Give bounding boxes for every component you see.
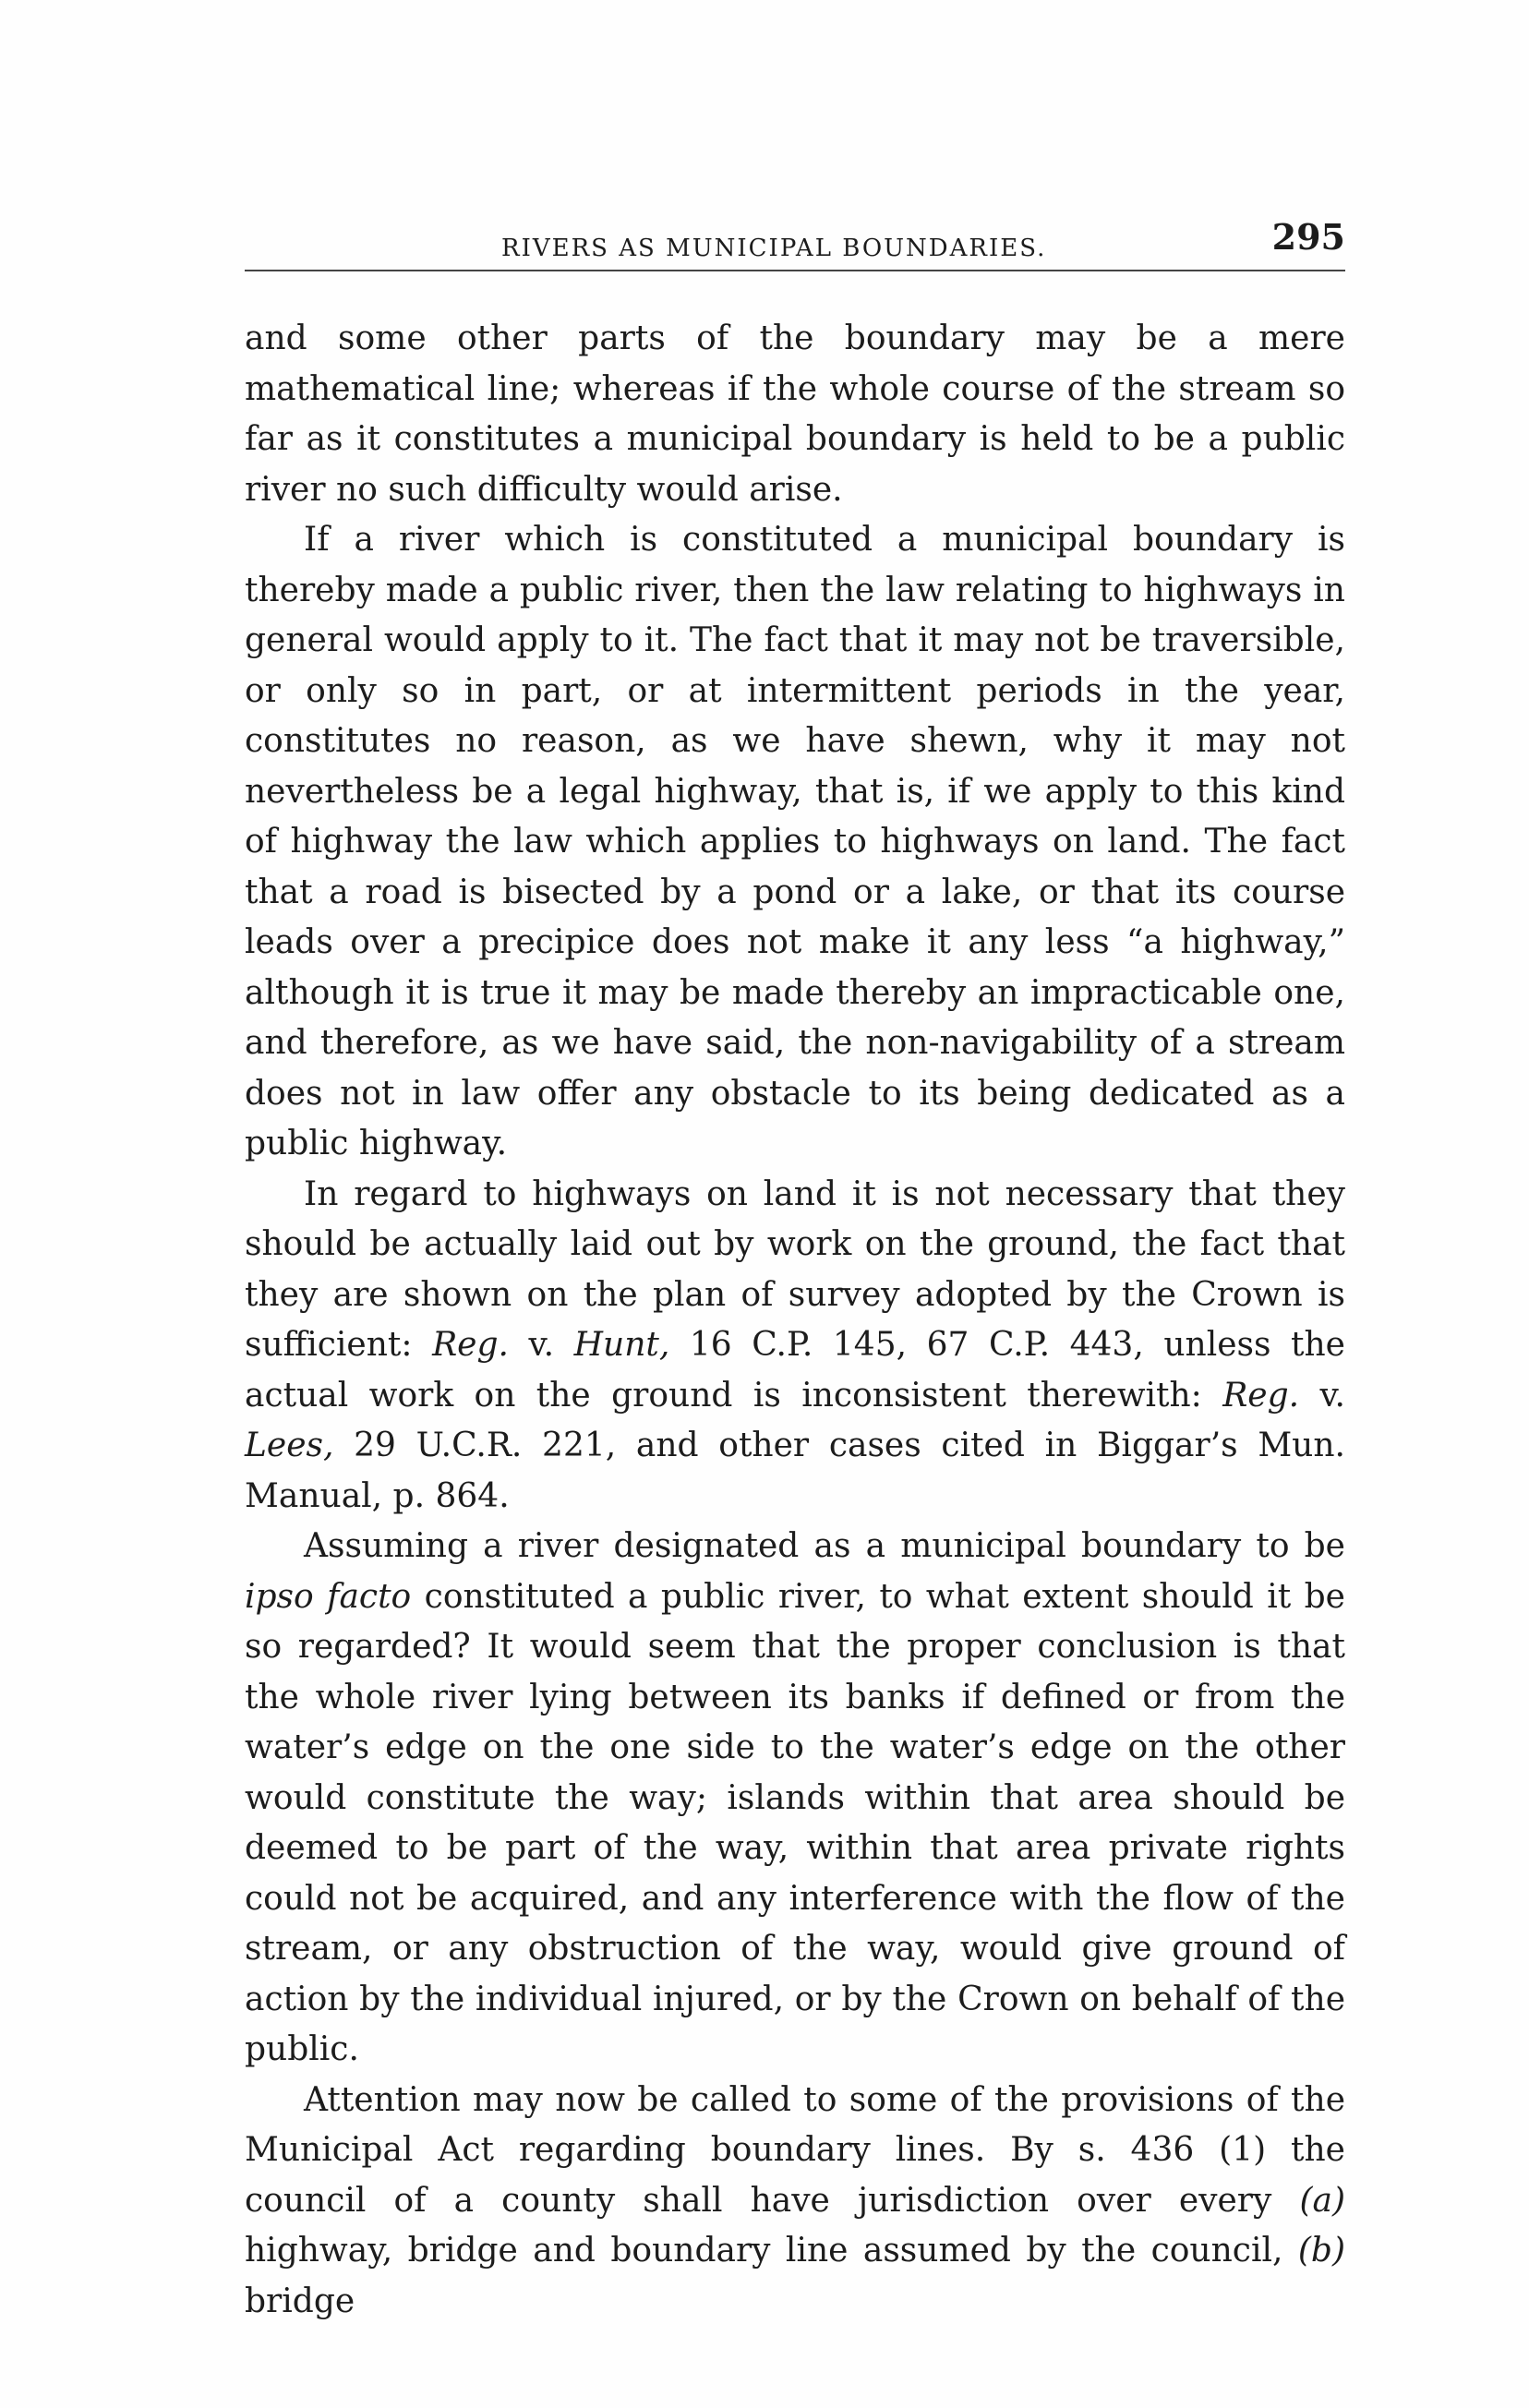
clause-marker: (a) [1299, 2181, 1345, 2220]
paragraph-4 [245, 1522, 1345, 2076]
paragraph-3-text: 16 C.P. 145, 67 C.P. 443, unless the actual work on the ground is inconsistent therewith: [245, 1326, 1345, 1415]
case-citation: Hunt, [573, 1326, 670, 1364]
page-number: 295 [1271, 216, 1345, 258]
latin-phrase: ipso facto [245, 1577, 412, 1616]
paragraph-5-text: highway, bridge and boundary line assumed by the council, [245, 2232, 1298, 2270]
running-head [245, 214, 1345, 270]
paragraph-3-text: v. [1299, 1376, 1346, 1415]
paragraph-2-text: If a river which is constituted a municipal boundary is thereby made a public river, then the law relating to highways in general would apply to it. The fact that it may not be traversible, or only so in part, or at intermittent periods in the year, constitutes no reason, as we have shewn, why it may not nevertheless be a legal highway, that is, if we apply to this kind of highway the law which applies to highways on land. The fact that a road is bisected by a pond or a lake, or that its course leads over a precipice does not make it any less “a highway,” although it is true it may be made thereby an impracticable one, and therefore, as we have said, the non-navigability of a stream does not in law offer any obstacle to its being dedicated as a public highway. [245, 521, 1345, 1162]
case-citation: Reg. [1222, 1376, 1300, 1415]
paragraph-5-text: Attention may now be called to some of the provisions of the Municipal Act regarding boundary lines. By s. 436 (1) the council of a county shall have jurisdiction over every [245, 2080, 1345, 2220]
paragraph-3 [245, 1170, 1345, 1523]
paragraph-3-text: In regard to highways on land it is not necessary that they should be actually laid out by work on the ground, the fact that they are shown on the plan of survey adopted by the Crown is sufficient: [245, 1174, 1345, 1364]
paragraph-3-text: 29 U.C.R. 221, and other cases cited in Biggar’s Mun. Manual, p. 864. [245, 1427, 1345, 1515]
paragraph-5-text: bridge [245, 2282, 355, 2320]
paragraph-5 [245, 2076, 1345, 2328]
paragraph-1 [245, 314, 1345, 515]
paragraph-1-text: and some other parts of the boundary may be a mere mathematical line; whereas if the whole course of the stream so far as it constitutes a municipal boundary is held to be a public river no such difficulty would arise. [245, 319, 1345, 509]
header-rule [245, 270, 1345, 271]
case-citation: Lees, [245, 1427, 334, 1464]
case-citation: Reg. [432, 1326, 509, 1364]
paragraph-4-text: Assuming a river designated as a municipal boundary to be [304, 1527, 1345, 1565]
paragraph-2 [245, 515, 1345, 1170]
paragraph-4-text: constituted a public river, to what extent should it be so regarded? It would seem that the proper conclusion is that the whole river lying between its banks if defined or from the water’s edge on the one side to the water’s edge on the other would constitute the way; islands within that area should be deemed to be part of the way, within that area private rights could not be acquired, and any interference with the flow of the stream, or any obstruction of the way, would give ground of action by the individual injured, or by the Crown on behalf of the public. [245, 1577, 1345, 2068]
clause-marker: (b) [1297, 2232, 1345, 2270]
body-text [245, 314, 1345, 2327]
paragraph-3-text: v. [508, 1326, 574, 1364]
running-title: RIVERS AS MUNICIPAL BOUNDARIES. [501, 235, 1047, 262]
